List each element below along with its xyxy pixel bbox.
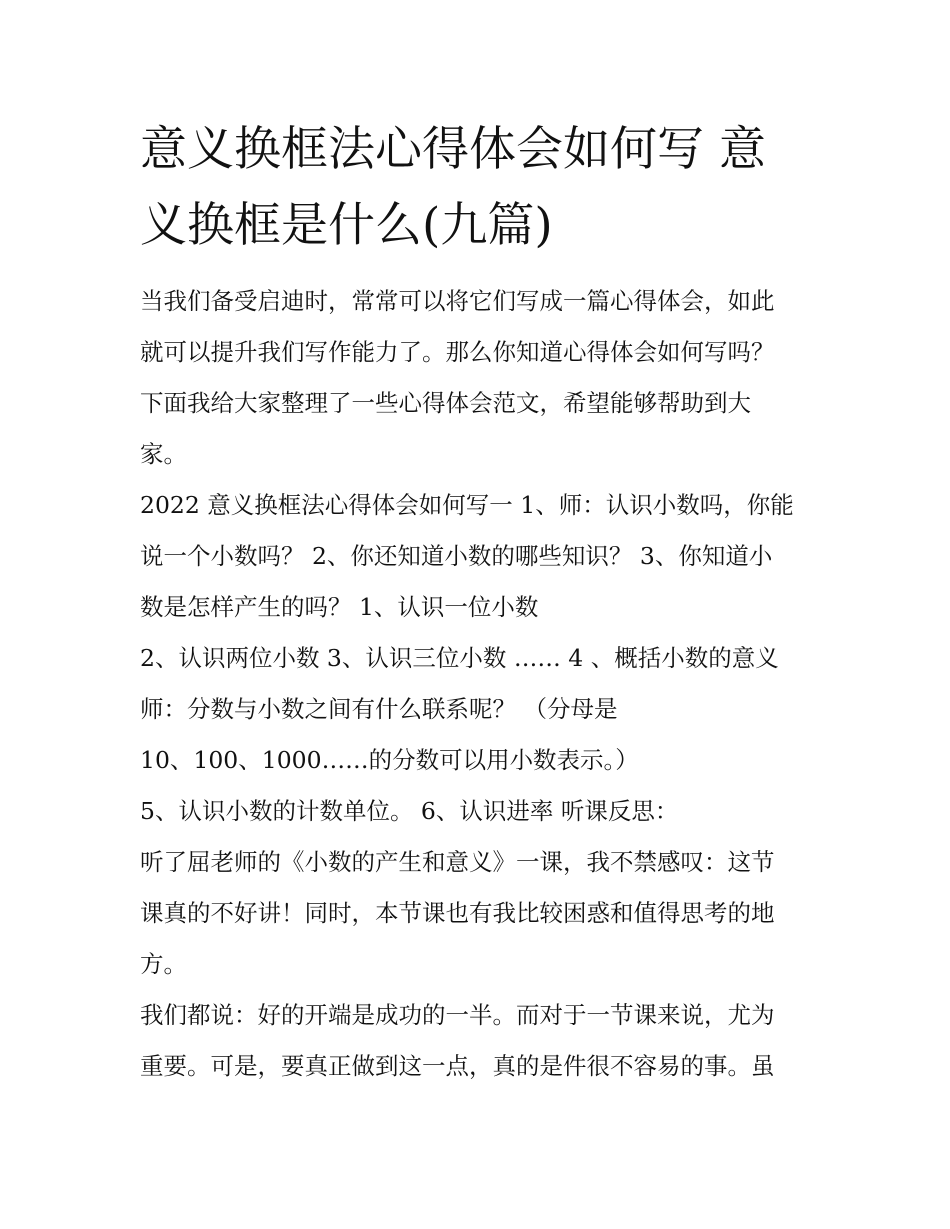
text-line: 5、认识小数的计数单位。 6、认识进率 听课反思： bbox=[140, 797, 679, 825]
body-paragraph bbox=[140, 633, 812, 786]
intro-paragraph bbox=[140, 276, 812, 480]
body-paragraph bbox=[140, 837, 812, 990]
text-line: 2022 意义换框法心得体会如何写一 1、师：认识小数吗，你能 bbox=[140, 491, 794, 519]
text-line: 说一个小数吗？ 2、你还知道小数的哪些知识？ 3、你知道小 bbox=[140, 542, 773, 570]
document-title bbox=[140, 112, 812, 264]
text-line: 下面我给大家整理了一些心得体会范文，希望能够帮助到大 bbox=[140, 389, 751, 417]
text-line: 家。 bbox=[140, 440, 187, 468]
text-line: 方。 bbox=[140, 950, 187, 978]
text-line: 当我们备受启迪时，常常可以将它们写成一篇心得体会，如此 bbox=[140, 287, 775, 315]
text-line: 师：分数与小数之间有什么联系呢？ （分母是 bbox=[140, 695, 618, 723]
text-line: 我们都说：好的开端是成功的一半。而对于一节课来说，尤为 bbox=[140, 1001, 775, 1029]
text-line: 就可以提升我们写作能力了。那么你知道心得体会如何写吗？ bbox=[140, 338, 775, 366]
text-line: 10、100、1000……的分数可以用小数表示。） bbox=[140, 746, 639, 774]
text-line: 数是怎样产生的吗？ 1、认识一位小数 bbox=[140, 593, 539, 621]
text-line: 听了屈老师的《小数的产生和意义》一课，我不禁感叹：这节 bbox=[140, 848, 775, 876]
text-line: 重要。可是，要真正做到这一点，真的是件很不容易的事。虽 bbox=[140, 1052, 775, 1080]
text-line: 课真的不好讲！同时，本节课也有我比较困惑和值得思考的地 bbox=[140, 899, 775, 927]
document-page bbox=[140, 112, 812, 1092]
title-line: 意义换框法心得体会如何写 意 bbox=[140, 122, 766, 177]
title-line: 义换框是什么(九篇) bbox=[140, 198, 553, 253]
body-paragraph bbox=[140, 480, 812, 633]
body-paragraph bbox=[140, 786, 812, 837]
body-paragraph bbox=[140, 990, 812, 1092]
text-line: 2、认识两位小数 3、认识三位小数 …… 4 、概括小数的意义 bbox=[140, 644, 779, 672]
